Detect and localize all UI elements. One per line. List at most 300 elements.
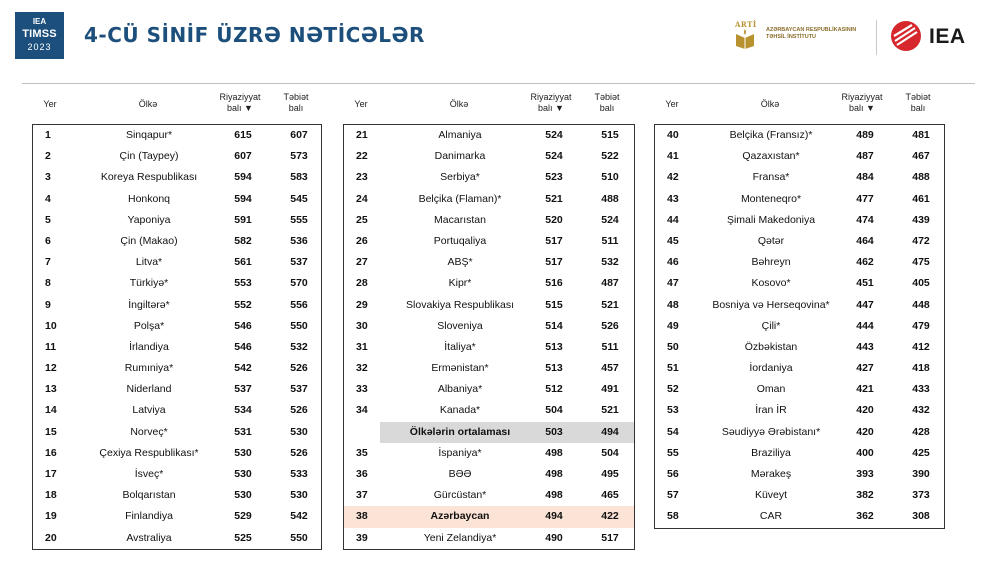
table-row (344, 443, 634, 464)
science-score-cell: 583 (290, 171, 308, 184)
table-row (655, 464, 944, 485)
results-table (32, 124, 322, 550)
math-score-cell: 524 (545, 150, 563, 163)
math-score-cell: 498 (545, 446, 563, 459)
country-cell: Portuqaliya (433, 234, 487, 247)
country-cell: Sloveniya (437, 319, 483, 332)
science-score-cell: 526 (601, 319, 619, 332)
country-cell: Bəhreyn (751, 256, 791, 269)
table-row (655, 316, 944, 337)
header-rank: Yer (665, 99, 679, 109)
header-science (270, 92, 322, 114)
science-score-cell: 457 (601, 362, 619, 375)
science-score-cell: 488 (601, 192, 619, 205)
table-row (655, 189, 944, 210)
math-score-cell: 504 (545, 404, 563, 417)
header-math (210, 92, 270, 114)
country-cell: Türkiyə* (129, 277, 169, 290)
math-score-cell: 400 (856, 446, 874, 459)
rank-cell: 43 (667, 192, 679, 205)
math-score-cell: 529 (234, 510, 252, 523)
country-cell: Serbiya* (440, 171, 480, 184)
science-score-cell: 573 (290, 150, 308, 163)
country-cell: Honkonq (127, 192, 171, 205)
science-score-cell: 418 (912, 362, 930, 375)
rank-cell: 40 (667, 129, 679, 141)
table-row (33, 167, 321, 188)
rank-cell: 48 (667, 298, 679, 311)
country-cell: Azərbaycan (430, 510, 490, 523)
rank-cell: 1 (45, 129, 51, 141)
header-math (521, 92, 581, 114)
country-cell: Rumıniya* (124, 362, 174, 375)
science-score-cell: 461 (912, 192, 930, 205)
rank-cell: 50 (667, 340, 679, 353)
math-score-cell: 503 (545, 425, 563, 438)
science-score-cell: 472 (912, 234, 930, 247)
science-score-cell: 425 (912, 446, 930, 459)
country-cell: Çexiya Respublikası* (99, 446, 199, 459)
rank-cell: 16 (45, 446, 57, 459)
table-row (33, 146, 321, 167)
table-row (33, 464, 321, 485)
table-row (655, 422, 944, 443)
math-score-cell: 594 (234, 192, 252, 205)
country-cell: Norveç* (130, 425, 168, 438)
country-cell: Polşa* (133, 319, 165, 332)
science-score-cell: 479 (912, 319, 930, 332)
rank-cell: 39 (356, 531, 368, 544)
math-score-cell: 489 (856, 129, 874, 141)
table-row (344, 464, 634, 485)
rank-cell: 26 (356, 234, 368, 247)
math-score-cell: 484 (856, 171, 874, 184)
country-cell: Almaniya (438, 129, 482, 141)
rank-cell: 58 (667, 510, 679, 523)
science-score-cell: 428 (912, 425, 930, 438)
country-cell: Danimarka (434, 150, 486, 163)
math-score-cell: 512 (545, 383, 563, 396)
country-cell: Çin (Taypey) (119, 150, 179, 163)
header-science-line-1: Təbiət (905, 92, 931, 102)
rank-cell: 13 (45, 383, 57, 396)
country-cell: Ölkələrin ortalaması (409, 425, 511, 438)
table-row (33, 422, 321, 443)
table-row (655, 358, 944, 379)
results-table (654, 124, 945, 529)
table-row (33, 506, 321, 527)
science-score-cell: 532 (290, 340, 308, 353)
rank-cell (344, 422, 380, 443)
science-score-cell: 511 (601, 234, 619, 247)
science-score-cell: 510 (601, 171, 619, 184)
table-row (655, 252, 944, 273)
math-score-cell: 516 (545, 277, 563, 290)
country-cell: Macarıstan (434, 213, 486, 226)
science-score-cell: 555 (290, 213, 308, 226)
table-row (344, 295, 634, 316)
table-row (33, 528, 321, 549)
rank-cell: 22 (356, 150, 368, 163)
math-score-cell: 520 (545, 213, 563, 226)
timss-logo (15, 12, 64, 59)
science-score-cell: 467 (912, 150, 930, 163)
rank-cell: 42 (667, 171, 679, 184)
table-row (344, 400, 634, 421)
math-score-cell: 462 (856, 256, 874, 269)
table-row (655, 146, 944, 167)
table-row (33, 316, 321, 337)
math-score-cell: 546 (234, 340, 252, 353)
column-header (343, 86, 635, 124)
header-science-line-2: balı (910, 103, 926, 113)
logo-divider (876, 20, 877, 55)
math-score-cell: 517 (545, 234, 563, 247)
math-score-cell: 490 (545, 531, 563, 544)
science-score-cell: 570 (290, 277, 308, 290)
table-row (344, 167, 634, 188)
math-score-cell: 494 (545, 510, 563, 523)
rank-cell: 28 (356, 277, 368, 290)
science-score-cell: 308 (912, 510, 930, 523)
rank-cell: 56 (667, 468, 679, 480)
timss-logo-iea: IEA (32, 17, 47, 26)
table-row (655, 506, 944, 527)
country-cell: BƏƏ (448, 468, 472, 480)
table-row (655, 485, 944, 506)
rank-cell: 41 (667, 150, 679, 163)
table-row (33, 485, 321, 506)
table-row (344, 189, 634, 210)
header-rank: Yer (354, 99, 368, 109)
math-score-cell: 514 (545, 319, 563, 332)
science-score-cell: 494 (601, 425, 619, 438)
country-cell: Kosovo* (751, 277, 791, 290)
header-rule (22, 83, 975, 84)
country-cell: Belçika (Flaman)* (418, 192, 502, 205)
table-row (33, 210, 321, 231)
math-score-cell: 474 (856, 213, 874, 226)
country-cell: Çili* (761, 319, 781, 332)
arti-logo-line-2: TƏHSİL İNSTİTUTU (766, 34, 817, 40)
iea-globe-icon (889, 19, 923, 53)
country-cell: İran İR (755, 404, 787, 417)
math-score-cell: 542 (234, 362, 252, 375)
science-score-cell: 504 (601, 446, 619, 459)
table-row (655, 337, 944, 358)
country-cell: Yeni Zelandiya* (423, 531, 497, 544)
science-score-cell: 511 (601, 340, 619, 353)
science-score-cell: 542 (290, 510, 308, 523)
rank-cell: 52 (667, 383, 679, 396)
table-row (344, 337, 634, 358)
header-science-line-2: balı (599, 103, 615, 113)
table-row (655, 443, 944, 464)
iea-logo (889, 19, 989, 55)
rank-cell: 6 (45, 234, 51, 247)
table-row (344, 252, 634, 273)
science-score-cell: 517 (601, 531, 619, 544)
science-score-cell: 448 (912, 298, 930, 311)
table-row (655, 167, 944, 188)
column-header (32, 86, 322, 124)
math-score-cell: 530 (234, 489, 252, 502)
math-score-cell: 615 (234, 129, 252, 141)
math-score-cell: 420 (856, 404, 874, 417)
country-cell: Koreya Respublikası (100, 171, 198, 184)
table-row (344, 528, 634, 549)
table-row (33, 273, 321, 294)
math-score-cell: 591 (234, 213, 252, 226)
science-score-cell: 487 (601, 277, 619, 290)
header-country: Ölkə (138, 99, 158, 109)
rank-cell: 53 (667, 404, 679, 417)
math-score-cell: 530 (234, 446, 252, 459)
rank-cell: 14 (45, 404, 57, 417)
header-science-line-1: Təbiət (594, 92, 620, 102)
rank-cell: 47 (667, 277, 679, 290)
table-row (344, 379, 634, 400)
rank-cell: 44 (667, 213, 679, 226)
math-score-cell: 382 (856, 489, 874, 502)
math-score-cell: 393 (856, 468, 874, 480)
science-score-cell: 526 (290, 362, 308, 375)
science-score-cell: 515 (601, 129, 619, 141)
country-cell: İspaniya* (438, 446, 482, 459)
header-math-line-2: balı ▼ (538, 103, 564, 113)
table-row (33, 231, 321, 252)
results-column-1 (32, 86, 322, 550)
rank-cell: 12 (45, 362, 57, 375)
math-score-cell: 451 (856, 277, 874, 290)
country-cell: Slovakiya Respublikası (406, 298, 514, 311)
science-score-cell: 390 (912, 468, 930, 480)
country-cell: Səudiyyə Ərəbistanı* (721, 425, 821, 438)
rank-cell: 27 (356, 256, 368, 269)
math-score-cell: 546 (234, 319, 252, 332)
rank-cell: 8 (45, 277, 51, 290)
science-score-cell: 481 (912, 129, 930, 141)
table-row (655, 400, 944, 421)
country-cell: Şimali Makedoniya (726, 213, 816, 226)
rank-cell: 34 (356, 404, 368, 417)
country-cell: Mərakeş (750, 468, 792, 480)
country-cell: Qazaxıstan* (742, 150, 800, 163)
science-score-cell: 475 (912, 256, 930, 269)
header-science-line-1: Təbiət (283, 92, 309, 102)
math-score-cell: 464 (856, 234, 874, 247)
rank-cell: 7 (45, 256, 51, 269)
math-score-cell: 517 (545, 256, 563, 269)
rank-cell: 55 (667, 446, 679, 459)
header-country: Ölkə (760, 99, 780, 109)
science-score-cell: 422 (601, 510, 619, 523)
country-cell: Küveyt (754, 489, 788, 502)
math-score-cell: 498 (545, 489, 563, 502)
country-cell: İtaliya* (444, 340, 476, 353)
math-score-cell: 607 (234, 150, 252, 163)
country-cell: Kipr* (448, 277, 472, 290)
rank-cell: 21 (356, 129, 368, 141)
science-score-cell: 521 (601, 404, 619, 417)
rank-cell: 11 (45, 340, 57, 353)
rank-cell: 20 (45, 531, 57, 544)
country-cell: Bosniya və Herseqovina* (712, 298, 830, 311)
science-score-cell: 533 (290, 468, 308, 480)
rank-cell: 5 (45, 213, 51, 226)
rank-cell: 25 (356, 213, 368, 226)
rank-cell: 19 (45, 510, 57, 523)
country-cell: Braziliya (751, 446, 791, 459)
country-cell: Albaniya* (437, 383, 483, 396)
country-cell: İordaniya (749, 362, 793, 375)
table-row (33, 358, 321, 379)
science-score-cell: 405 (912, 277, 930, 290)
math-score-cell: 530 (234, 468, 252, 480)
header-math-line-2: balı ▼ (849, 103, 875, 113)
country-cell: İngiltərə* (128, 298, 170, 311)
rank-cell: 23 (356, 171, 368, 184)
header-science (581, 92, 633, 114)
country-cell: Çin (Makao) (120, 234, 178, 247)
arti-logo (733, 20, 863, 52)
page-title: 4-CÜ SİNİF ÜZRƏ NƏTİCƏLƏR (84, 23, 425, 47)
science-score-cell: 432 (912, 404, 930, 417)
math-score-cell: 515 (545, 298, 563, 311)
country-cell: Oman (756, 383, 786, 396)
science-score-cell: 545 (290, 192, 308, 205)
country-cell: Latviya (132, 404, 166, 417)
country-cell: Litva* (135, 256, 163, 269)
rank-cell: 45 (667, 234, 679, 247)
country-cell: Özbəkistan (744, 340, 798, 353)
rank-cell: 37 (356, 489, 368, 502)
table-row (344, 485, 634, 506)
math-score-cell: 523 (545, 171, 563, 184)
country-cell: Sinqapur* (125, 129, 173, 141)
rank-cell: 9 (45, 298, 51, 311)
rank-cell: 51 (667, 362, 679, 375)
header-math (832, 92, 892, 114)
math-score-cell: 447 (856, 298, 874, 311)
science-score-cell: 530 (290, 489, 308, 502)
timss-logo-word: TIMSS (22, 28, 57, 40)
table-row (33, 125, 321, 146)
science-score-cell: 412 (912, 340, 930, 353)
science-score-cell: 550 (290, 319, 308, 332)
table-row (33, 443, 321, 464)
math-score-cell: 521 (545, 192, 563, 205)
science-score-cell: 537 (290, 383, 308, 396)
country-cell: Avstraliya (126, 531, 172, 544)
table-row (655, 295, 944, 316)
math-score-cell: 553 (234, 277, 252, 290)
country-cell: Fransa* (752, 171, 790, 184)
rank-cell: 35 (356, 446, 368, 459)
country-cell: Niderland (126, 383, 172, 396)
table-row (655, 210, 944, 231)
header-math-line-1: Riyaziyyat (841, 92, 883, 102)
rank-cell: 38 (356, 510, 368, 523)
science-score-cell: 524 (601, 213, 619, 226)
science-score-cell: 530 (290, 425, 308, 438)
results-column-2 (343, 86, 635, 550)
country-cell: CAR (759, 510, 783, 523)
rank-cell: 18 (45, 489, 57, 502)
math-score-cell: 561 (234, 256, 252, 269)
country-cell: Ermənistan* (431, 362, 489, 375)
table-row (655, 379, 944, 400)
table-row (344, 210, 634, 231)
math-score-cell: 524 (545, 129, 563, 141)
rank-cell: 2 (45, 150, 51, 163)
country-cell: Bolqarıstan (122, 489, 176, 502)
math-score-cell: 582 (234, 234, 252, 247)
science-score-cell: 556 (290, 298, 308, 311)
math-score-cell: 513 (545, 340, 563, 353)
table-row (344, 125, 634, 146)
timss-logo-year: 2023 (27, 42, 52, 52)
math-score-cell: 427 (856, 362, 874, 375)
country-cell: Belçika (Fransız)* (729, 129, 813, 141)
country-cell: Gürcüstan* (433, 489, 487, 502)
math-score-cell: 421 (856, 383, 874, 396)
rank-cell: 31 (356, 340, 368, 353)
table-row (33, 379, 321, 400)
header-math-line-2: balı ▼ (227, 103, 253, 113)
science-score-cell: 439 (912, 213, 930, 226)
header-science (892, 92, 944, 114)
rank-cell: 33 (356, 383, 368, 396)
math-score-cell: 552 (234, 298, 252, 311)
table-row (655, 125, 944, 146)
science-score-cell: 526 (290, 404, 308, 417)
country-cell: Finlandiya (125, 510, 173, 523)
results-table (343, 124, 635, 550)
country-cell: İsveç* (134, 468, 164, 480)
rank-cell: 15 (45, 425, 57, 438)
country-cell: Yaponiya (127, 213, 171, 226)
science-score-cell: 488 (912, 171, 930, 184)
header-math-line-1: Riyaziyyat (530, 92, 572, 102)
table-row (655, 231, 944, 252)
country-cell: Qətər (757, 234, 785, 247)
science-score-cell: 465 (601, 489, 619, 502)
table-row (344, 358, 634, 379)
science-score-cell: 373 (912, 489, 930, 502)
science-score-cell: 495 (601, 468, 619, 480)
science-score-cell: 521 (601, 298, 619, 311)
header-math-line-1: Riyaziyyat (219, 92, 261, 102)
rank-cell: 3 (45, 171, 51, 184)
arti-logo-word: ARTİ (735, 20, 757, 29)
math-score-cell: 498 (545, 468, 563, 480)
rank-cell: 36 (356, 468, 368, 480)
science-score-cell: 550 (290, 531, 308, 544)
math-score-cell: 534 (234, 404, 252, 417)
science-score-cell: 491 (601, 383, 619, 396)
math-score-cell: 487 (856, 150, 874, 163)
header-rank: Yer (43, 99, 57, 109)
arti-logo-text (766, 27, 856, 41)
math-score-cell: 444 (856, 319, 874, 332)
math-score-cell: 525 (234, 531, 252, 544)
math-score-cell: 537 (234, 383, 252, 396)
math-score-cell: 443 (856, 340, 874, 353)
math-score-cell: 362 (856, 510, 874, 523)
table-row (33, 252, 321, 273)
rank-cell: 29 (356, 298, 368, 311)
